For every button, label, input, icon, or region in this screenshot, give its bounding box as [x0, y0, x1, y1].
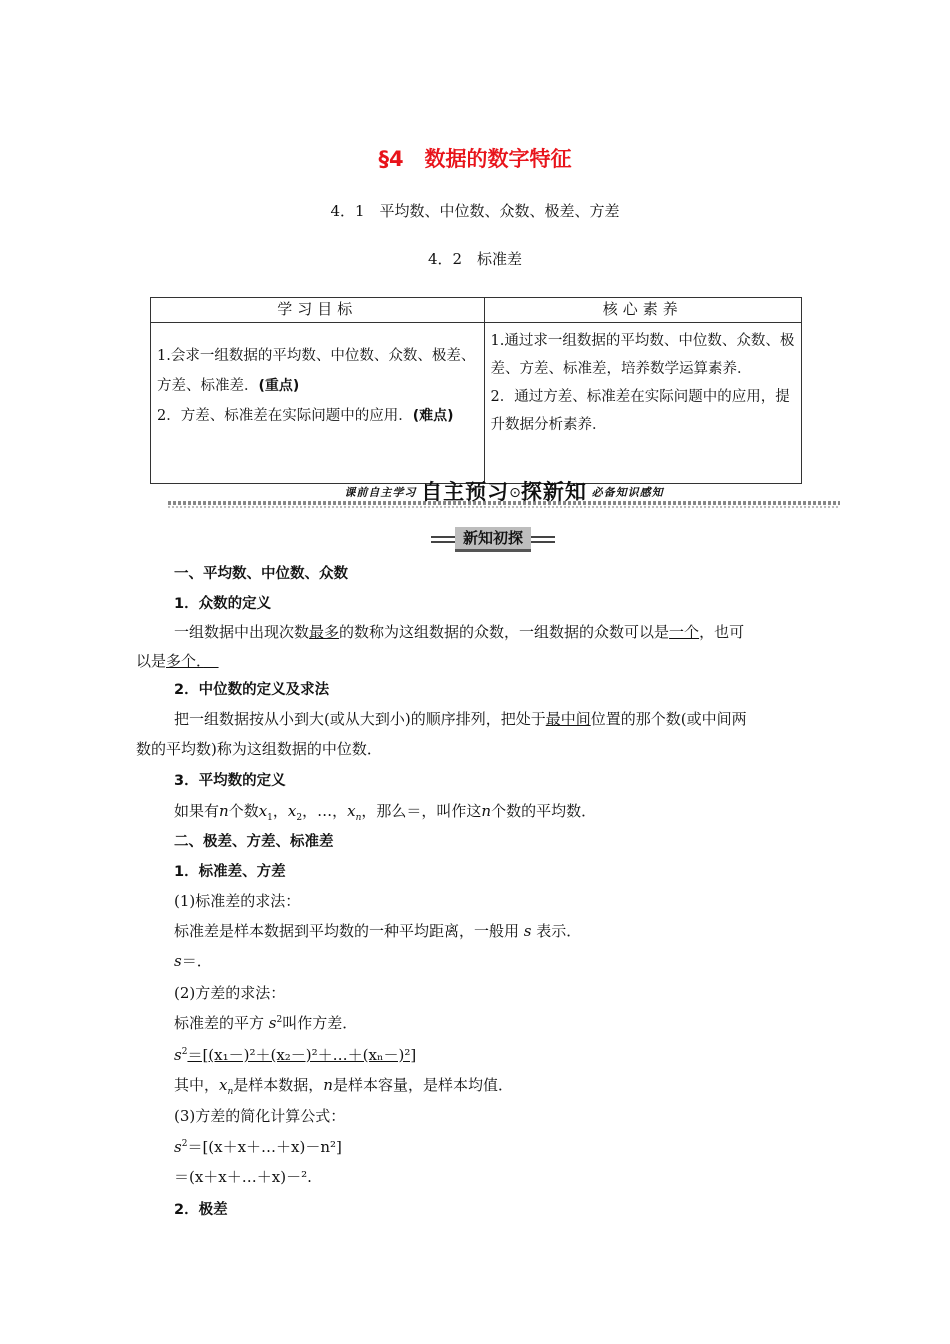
sd-formula: s＝． — [174, 952, 212, 970]
subtitle-4-1: 4．1 平均数、中位数、众数、极差、方差 — [330, 202, 620, 220]
heading-2: 二、极差、方差、标准差 — [174, 834, 334, 850]
median-paragraph-line1: 把一组数据按从小到大(或从大到小)的顺序排列，把处于最中间位置的那个数(或中间两 — [174, 710, 747, 728]
heading-sd-variance: 1．标准差、方差 — [174, 864, 286, 880]
goal-item-2: 2．方差、标准差在实际问题中的应用．(难点) — [157, 408, 454, 424]
banner-stripe-thin — [168, 506, 840, 508]
goals-header: 学习目标 — [151, 298, 485, 323]
simplified-formula-label: (3)方差的简化计算公式： — [174, 1107, 346, 1125]
banner-right-small: 必备知识感知 — [591, 486, 664, 499]
literacy-cell — [484, 323, 802, 484]
banner-left-small: 课前自主学习 — [344, 486, 417, 499]
heading-mode: 1．众数的定义 — [174, 596, 272, 612]
heading-median: 2．中位数的定义及求法 — [174, 682, 330, 698]
median-paragraph-line2: 数的平均数)称为这组数据的中位数． — [136, 740, 382, 758]
literacy-item-1: 1.通过求一组数据的平均数、中位数、众数、极差、方差、标准差，培养数学运算素养． — [490, 333, 795, 377]
literacy-header: 核心素养 — [484, 298, 802, 323]
banner-right-big: 探新知 — [520, 480, 587, 504]
mode-paragraph-line2: 以是多个． — [136, 652, 204, 670]
banner-left-big: 自主预习 — [421, 480, 510, 504]
heading-range: 2．极差 — [174, 1202, 228, 1218]
goals-table — [150, 297, 802, 484]
section-label-box: 新知初探 — [455, 527, 531, 552]
variance-note: 其中，$x_n$是样本数据，n是样本容量，是样本均值． — [174, 1076, 513, 1097]
sd-method-label: (1)标准差的求法： — [174, 892, 301, 910]
section-label — [431, 527, 555, 553]
banner-arrow-icon: ⊙ — [509, 485, 521, 501]
mode-paragraph-line1: 一组数据中出现次数最多的数称为这组数据的众数，一组数据的众数可以是一个，也可 — [174, 623, 745, 641]
heading-1: 一、平均数、中位数、众数 — [174, 566, 348, 582]
literacy-item-2: 2．通过方差、标准差在实际问题中的应用，提升数据分析素养． — [490, 389, 790, 433]
goals-cell — [151, 323, 485, 484]
goal-item-1: 1.会求一组数据的平均数、中位数、众数、极差、方差、标准差．(重点) — [157, 348, 476, 394]
heading-mean: 3．平均数的定义 — [174, 773, 286, 789]
mean-paragraph: 如果有n个数$x_1$，$x_2$，…，$x_n$，那么＝，叫作这n个数的平均数． — [174, 802, 597, 823]
simplified-formula-2: ＝(x＋x＋…＋x)－². — [174, 1168, 312, 1186]
sd-paragraph: 标准差是样本数据到平均数的一种平均距离，一般用 s 表示． — [174, 922, 582, 940]
page-title: §4 数据的数字特征 — [378, 147, 572, 171]
subtitle-4-2: 4．2 标准差 — [427, 250, 523, 268]
variance-formula: $s^2=[(x_1-)^2+(x_2-)^2+\dots+(x_n-)^2]$ — [174, 1046, 417, 1064]
variance-paragraph: 标准差的平方 $s^2$叫作方差． — [174, 1014, 358, 1032]
variance-method-label: (2)方差的求法： — [174, 984, 286, 1002]
simplified-formula-1: $s^2=[(x+x+\dots+x)-n^2]$ — [174, 1138, 342, 1156]
section-banner — [168, 476, 840, 512]
